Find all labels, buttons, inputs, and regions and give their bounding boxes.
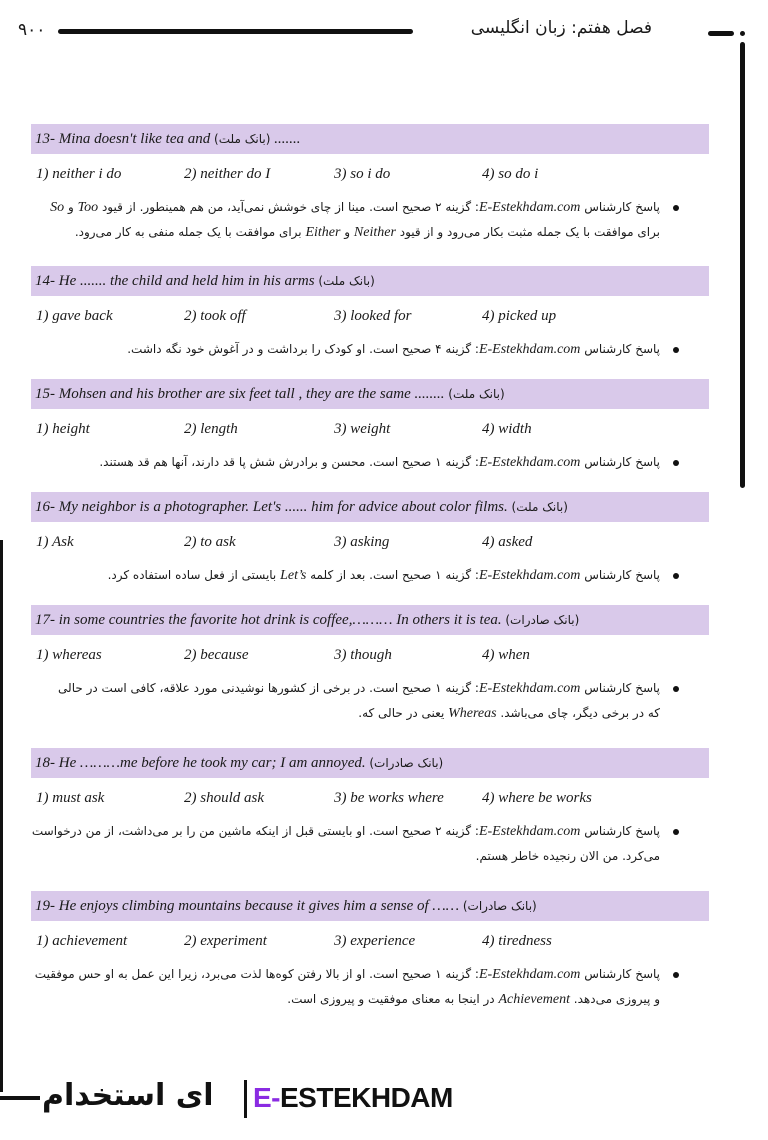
english-term: Neither: [353, 225, 396, 240]
answer-text: و: [64, 200, 78, 214]
answer-text: : گزینه ۴ صحیح است. او کودک را برداشت و در آغوش خود نگه داشت.: [127, 342, 479, 356]
option-1: 1) height: [36, 421, 90, 437]
expert-answer: [30, 563, 660, 588]
source-label: (بانک ملت): [214, 132, 271, 146]
option-1: 1) gave back: [36, 308, 113, 324]
expert-answer: [30, 337, 660, 362]
source-label: (بانک ملت): [318, 274, 375, 288]
question-stem: [31, 379, 709, 409]
english-term: Let’s: [280, 568, 307, 583]
option-4: 4) picked up: [482, 308, 557, 324]
question-stem: [31, 891, 709, 921]
answer-text: : گزینه ۱ صحیح است. بعد از کلمه: [306, 568, 479, 582]
answer-line: [30, 337, 660, 362]
source-label: (بانک صادرات): [505, 613, 580, 627]
option-2: 2) because: [184, 647, 249, 663]
stem-text: 15- Mohsen and his brother are six feet tall , they are the same ........: [35, 386, 449, 402]
option-4: 4) asked: [482, 534, 533, 550]
answer-text: : گزینه ۱ صحیح است. در برخی از کشورها نوشیدنی مورد علاقه، کافی است در حالی: [58, 681, 479, 695]
answer-text: و: [340, 225, 354, 239]
stem-text: 17- in some countries the favorite hot drink is coffee,……… In others it is tea.: [35, 612, 506, 628]
option-1: 1) must ask: [36, 790, 105, 806]
options-row: [36, 930, 676, 952]
option-2: 2) length: [184, 421, 238, 437]
answer-line: [30, 819, 660, 844]
option-2: 2) experiment: [184, 933, 267, 949]
answer-text: برای موافقت با یک جمله منفی به کار می‌رود.: [74, 225, 306, 239]
options-row: [36, 305, 676, 327]
options-row: [36, 418, 676, 440]
option-4: 4) tiredness: [482, 933, 552, 949]
expert-answer: [30, 962, 660, 1012]
answer-line: [30, 701, 660, 726]
answer-text: که در برخی دیگر، چای می‌باشد.: [496, 706, 660, 720]
answer-text: بایستی از فعل ساده استفاده کرد.: [107, 568, 281, 582]
question-stem: [31, 124, 709, 154]
answer-bullet: [673, 686, 679, 692]
option-3: 3) looked for: [334, 308, 412, 324]
answer-line: [30, 450, 660, 475]
answer-text: برای موافقت با یک جمله مثبت بکار می‌رود و از قیود: [395, 225, 660, 239]
left-margin-bar: [0, 540, 3, 1092]
header-rule-left: [58, 29, 413, 34]
answer-line: [30, 844, 660, 869]
option-4: 4) when: [482, 647, 530, 663]
stem-text: 13- Mina doesn't like tea and: [35, 131, 215, 147]
answer-bullet: [673, 205, 679, 211]
option-3: 3) though: [334, 647, 392, 663]
answer-line: [30, 220, 660, 245]
expert-answer: [30, 195, 660, 245]
option-3: 3) so i do: [334, 166, 391, 182]
answer-text: : گزینه ۲ صحیح است. مینا از چای خوشش نمی‌آید، من هم همینطور. از قیود: [98, 200, 479, 214]
site-name: E-Estekhdam.com: [478, 455, 581, 470]
answer-text: پاسخ کارشناس: [580, 455, 660, 469]
option-3: 3) asking: [334, 534, 390, 550]
question-stem: [31, 492, 709, 522]
option-2: 2) should ask: [184, 790, 264, 806]
source-label: (بانک ملت): [511, 500, 568, 514]
site-name: E-Estekhdam.com: [478, 824, 581, 839]
answer-text: : گزینه ۱ صحیح است. محسن و برادرش شش پا قد دارند، آنها هم قد هستند.: [99, 455, 479, 469]
answer-line: [30, 962, 660, 987]
option-3: 3) be works where: [334, 790, 444, 806]
answer-text: در اینجا به معنای موفقیت و پیروزی است.: [287, 992, 499, 1006]
stem-text: 14- He ....... the child and held him in his arms: [35, 273, 319, 289]
option-1: 1) Ask: [36, 534, 74, 550]
stem-tail: .......: [270, 131, 301, 147]
source-label: (بانک صادرات): [462, 899, 537, 913]
english-term: So: [50, 200, 65, 215]
answer-text: پاسخ کارشناس: [580, 681, 660, 695]
english-term: Too: [77, 200, 99, 215]
answer-text: پاسخ کارشناس: [580, 342, 660, 356]
question-stem: [31, 748, 709, 778]
english-term: Achievement: [498, 992, 570, 1007]
right-margin-bar: [740, 42, 745, 488]
site-name: E-Estekhdam.com: [478, 568, 581, 583]
site-name: E-Estekhdam.com: [478, 681, 581, 696]
answer-text: و پیروزی می‌دهد.: [569, 992, 660, 1006]
answer-line: [30, 676, 660, 701]
options-row: [36, 163, 676, 185]
option-1: 1) whereas: [36, 647, 102, 663]
footer-rule: [0, 1096, 40, 1100]
stem-text: 19- He enjoys climbing mountains because it gives him a sense of ……: [35, 898, 463, 914]
header-dot: [740, 31, 745, 36]
question-stem: [31, 266, 709, 296]
answer-text: یعنی در حالی که.: [358, 706, 449, 720]
logo-persian: ای استخدام: [42, 1078, 214, 1113]
page-number: ۹۰۰: [18, 20, 46, 40]
header-rule-right: [708, 31, 734, 36]
source-label: (بانک ملت): [448, 387, 505, 401]
answer-text: پاسخ کارشناس: [580, 568, 660, 582]
option-1: 1) achievement: [36, 933, 128, 949]
option-1: 1) neither i do: [36, 166, 122, 182]
answer-line: [30, 563, 660, 588]
logo-english: [253, 1082, 453, 1114]
option-2: 2) took off: [184, 308, 246, 324]
expert-answer: [30, 450, 660, 475]
site-name: E-Estekhdam.com: [478, 200, 581, 215]
answer-bullet: [673, 829, 679, 835]
option-3: 3) weight: [334, 421, 391, 437]
question-stem: [31, 605, 709, 635]
logo-divider: [244, 1080, 247, 1118]
answer-bullet: [673, 573, 679, 579]
site-name: E-Estekhdam.com: [478, 967, 581, 982]
answer-bullet: [673, 347, 679, 353]
answer-text: پاسخ کارشناس: [580, 824, 660, 838]
answer-text: : گزینه ۱ صحیح است. او از بالا رفتن کوه‌ها لذت می‌برد، زیرا این عمل به او حس موفقیت: [34, 967, 479, 981]
option-2: 2) neither do I: [184, 166, 271, 182]
logo-prefix: E-: [253, 1082, 280, 1113]
answer-text: می‌کرد. من الان رنجیده خاطر هستم.: [475, 849, 660, 863]
options-row: [36, 787, 676, 809]
answer-bullet: [673, 460, 679, 466]
logo-name: ESTEKHDAM: [280, 1082, 453, 1113]
option-2: 2) to ask: [184, 534, 236, 550]
option-4: 4) width: [482, 421, 532, 437]
english-term: Either: [305, 225, 341, 240]
stem-text: 18- He ………me before he took my car; I am annoyed.: [35, 755, 370, 771]
answer-line: [30, 987, 660, 1012]
source-label: (بانک صادرات): [369, 756, 444, 770]
expert-answer: [30, 676, 660, 726]
stem-text: 16- My neighbor is a photographer. Let's ...... him for advice about color films.: [35, 499, 512, 515]
answer-text: پاسخ کارشناس: [580, 967, 660, 981]
option-3: 3) experience: [334, 933, 416, 949]
option-4: 4) so do i: [482, 166, 539, 182]
option-4: 4) where be works: [482, 790, 592, 806]
answer-text: : گزینه ۲ صحیح است. او بایستی قبل از اینکه ماشین من را بر می‌داشت، از من درخواست: [31, 824, 479, 838]
chapter-title: فصل هفتم: زبان انگلیسی: [470, 18, 652, 38]
options-row: [36, 644, 676, 666]
answer-text: پاسخ کارشناس: [580, 200, 660, 214]
expert-answer: [30, 819, 660, 869]
answer-line: [30, 195, 660, 220]
options-row: [36, 531, 676, 553]
answer-bullet: [673, 972, 679, 978]
english-term: Whereas: [448, 706, 497, 721]
site-name: E-Estekhdam.com: [478, 342, 581, 357]
